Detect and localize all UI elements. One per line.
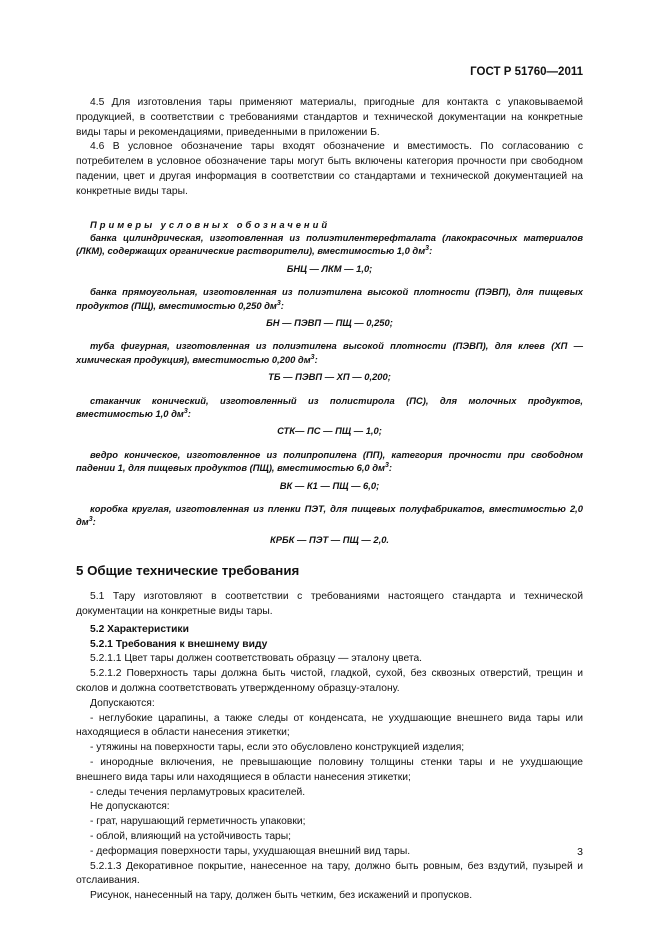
example-formula: ВК — К1 — ПЩ — 6,0; — [279, 479, 380, 491]
allowed-label: Допускаются: — [90, 697, 155, 709]
example-text: банка цилиндрическая, изготовленная из полиэтилентерефталата (лакокрасочных материалов (ЛКМ), содержащих органические растворители), вместимостью 1,0 $дм^3$: — [76, 231, 583, 257]
example-formula: БН — ПЭВП — ПЩ — 0,250; — [266, 317, 393, 329]
page-number: 3 — [577, 846, 583, 858]
list-item: - неглубокие царапины, а также следы от конденсата, не ухудшающие внешнего вида тары или находящиеся в области нанесения этикетки; — [76, 712, 583, 739]
document-body — [76, 96, 583, 904]
drawing-requirement: Рисунок, нанесенный на тару, должен быть четким, без искажений и пропусков. — [90, 890, 473, 902]
examples-block — [76, 218, 583, 547]
clause-5-1: 5.1 Тару изготовляют в соответствии с требованиями настоящего стандарта и технической документации на конкретные виды тары. — [76, 591, 583, 618]
list-item: - следы течения перламутровых красителей. — [90, 786, 306, 798]
example-formula: СТК— ПС — ПЩ — 1,0; — [277, 425, 382, 437]
example-formula: ТБ — ПЭВП — ХП — 0,200; — [268, 371, 391, 383]
example-text: туба фигурная, изготовленная из полиэтилена высокой плотности (ПЭВП), для клеев (ХП — химическая продукция), вместимостью 0,200 $дм^3$: — [76, 340, 583, 365]
example-formula: КРБК — ПЭТ — ПЩ — 2,0. — [269, 533, 390, 545]
example-text: банка прямоугольная, изготовленная из полиэтилена высокой плотности (ПЭВП), для пищевых продуктов (ПЩ), вместимостью 0,250 $дм^3$: — [76, 286, 583, 311]
list-item: - грат, нарушающий герметичность упаковки; — [90, 816, 306, 828]
example-formula: БНЦ — ЛКМ — 1,0; — [286, 262, 373, 274]
clause-4-6: 4.6 В условное обозначение тары входят обозначение и вместимость. По согласованию с потребителем в условное обозначение тары могут быть включены категория прочности при свободном падении, цвет и другая информация в соответствии со стандартами и технической документацией на конкретные виды тары. — [76, 141, 583, 197]
examples-heading: Примеры условных обозначений — [90, 218, 331, 230]
clause-5-2-1-1: 5.2.1.1 Цвет тары должен соответствовать образцу — эталону цвета. — [90, 653, 423, 665]
section-5-title: 5 Общие технические требования — [76, 563, 300, 579]
example-text: коробка круглая, изготовленная из пленки ПЭТ, для пищевых полуфабрикатов, вместимостью 2,0 $дм^3$: — [76, 503, 583, 528]
not-allowed-label: Не допускаются: — [90, 801, 170, 813]
clause-5-2-1-heading: 5.2.1 Требования к внешнему виду — [90, 638, 268, 650]
list-item: - облой, влияющий на устойчивость тары; — [90, 831, 292, 843]
list-item: - утяжины на поверхности тары, если это обусловлено конструкцией изделия; — [90, 742, 465, 754]
list-item: - инородные включения, не превышающие половину толщины стенки тары и не ухудшающие внешнего вида тары или находящиеся в области нанесения этикетки; — [76, 757, 583, 783]
example-text: ведро коническое, изготовленное из полипропилена (ПП), категория прочности при свободном падении 1, для пищевых продуктов (ПЩ), вместимостью 6,0 $дм^3$: — [76, 448, 583, 474]
document-header: ГОСТ Р 51760—2011 — [470, 66, 583, 78]
clause-5-2-1-3: 5.2.1.3 Декоративное покрытие, нанесенное на тару, должно быть ровным, без вздутий, пузырей и отслаивания. — [76, 860, 583, 887]
list-item: - деформация поверхности тары, ухудшающая внешний вид тары. — [90, 845, 411, 857]
example-text: стаканчик конический, изготовленный из полистирола (ПС), для молочных продуктов, вместимостью 1,0 $дм^3$: — [76, 394, 583, 420]
clause-4-5: 4.5 Для изготовления тары применяют материалы, пригодные для контакта с упаковываемой продукцией, в соответствии с требованиями стандартов и технической документации на конкретные виды тары и рекомендациями, приведенными в приложении Б. — [76, 97, 583, 138]
clause-5-2-1-2: 5.2.1.2 Поверхность тары должна быть чистой, гладкой, сухой, без сквозных отверстий, трещин и сколов и должна соответствовать утвержденному образцу-эталону. — [76, 668, 583, 695]
clause-5-2-heading: 5.2 Характеристики — [90, 623, 189, 635]
